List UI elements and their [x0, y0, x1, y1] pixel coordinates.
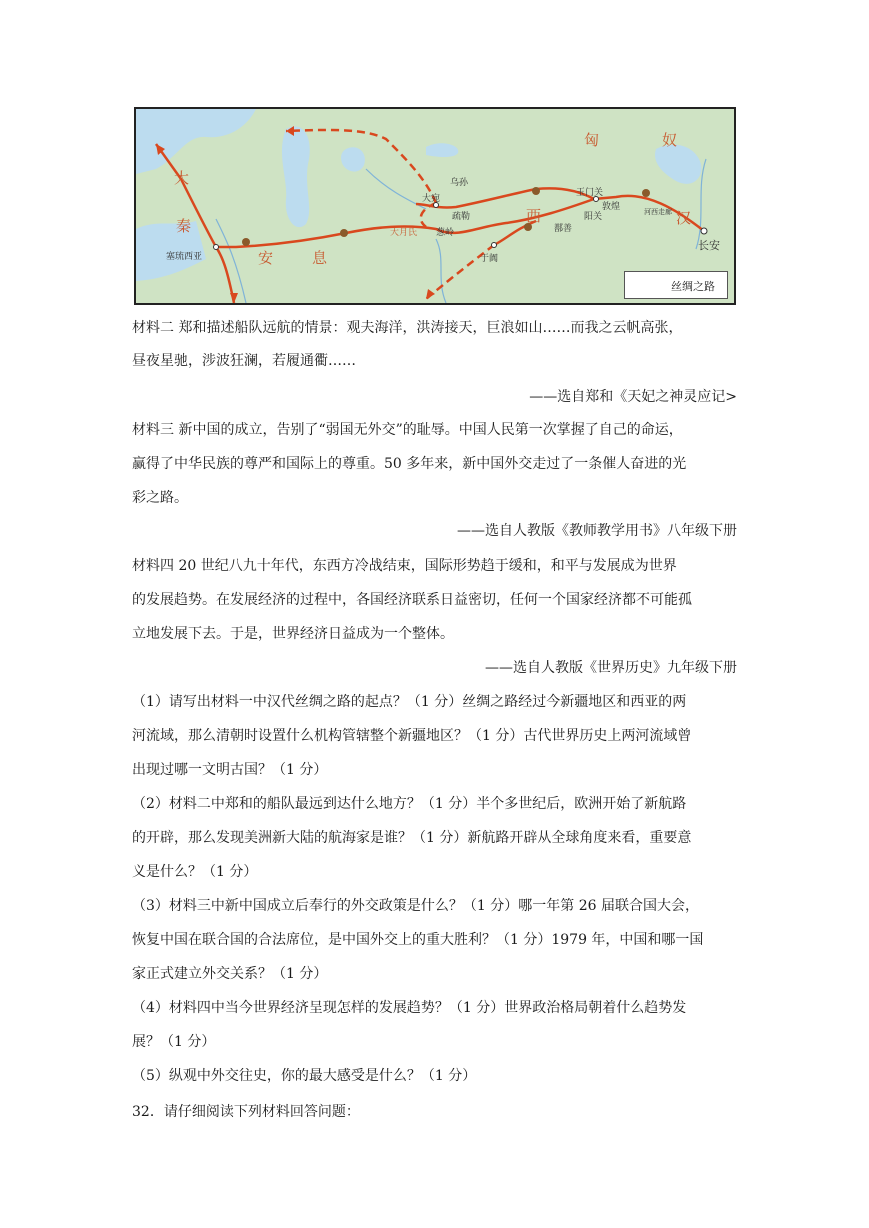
question5-line1: （5）纵观中外交往史，你的最大感受是什么？（1 分）: [132, 1068, 477, 1084]
label-xiongnu-1: 匈: [584, 131, 600, 149]
question3-line2: 恢复中国在联合国的合法席位，是中国外交上的重大胜利？（1 分）1979 年，中国和哪一国: [132, 932, 704, 948]
label-da: 大: [174, 169, 190, 187]
label-an: 安: [258, 249, 274, 267]
question3-line3: 家正式建立外交关系？（1 分）: [132, 966, 328, 982]
label-yumenguan: 玉门关: [576, 188, 604, 198]
label-yangguan: 阳关: [584, 212, 603, 222]
material3-line3: 彩之路。: [132, 490, 188, 506]
label-han: 汉: [676, 209, 692, 227]
map-legend: [624, 271, 728, 299]
label-hexi: 河西走廊: [644, 208, 672, 216]
question2-line1: （2）材料二中郑和的船队最远到达什么地方？（1 分）半个多世纪后，欧洲开始了新航路: [132, 796, 687, 812]
question2-line3: 义是什么？（1 分）: [132, 864, 258, 880]
material3-source: ——选自人教版《教师教学用书》八年级下册: [457, 523, 737, 539]
label-shule: 疏勒: [452, 212, 471, 222]
question3-line1: （3）材料三中新中国成立后奉行的外交政策是什么？（1 分）哪一年第 26 届联合国大会，: [132, 898, 699, 914]
question4-line1: （4）材料四中当今世界经济呈现怎样的发展趋势？（1 分）世界政治格局朝着什么趋势发: [132, 1000, 687, 1016]
legend-label: 丝绸之路: [671, 280, 715, 293]
question1-line3: 出现过哪一文明古国？（1 分）: [132, 762, 328, 778]
question1-line1: （1）请写出材料一中汉代丝绸之路的起点？（1 分）丝绸之路经过今新疆地区和西亚的两: [132, 694, 687, 710]
material2-line2: 昼夜星驰，涉波狂澜，若履通衢……: [132, 353, 356, 369]
material4-source: ——选自人教版《世界历史》九年级下册: [485, 660, 737, 676]
label-qin: 秦: [176, 217, 192, 235]
label-dawan: 大宛: [422, 194, 441, 204]
question1-line2: 河流域，那么清朝时设置什么机构管辖整个新疆地区？（1 分）古代世界历史上两河流域曾: [132, 728, 692, 744]
label-wusun: 乌孙: [450, 178, 469, 188]
material4-line3: 立地发展下去。于是，世界经济日益成为一个整体。: [132, 626, 454, 642]
label-yutian: 于阗: [480, 254, 499, 264]
label-congling: 葱岭: [436, 228, 455, 238]
material3-line2: 赢得了中华民族的尊严和国际上的尊重。50 多年来，新中国外交走过了一条催人奋进的光: [132, 456, 687, 472]
question4-line2: 展？（1 分）: [132, 1034, 216, 1050]
label-dayuezhi: 大月氏: [390, 228, 418, 238]
material3-line1: 材料三 新中国的成立，告别了“弱国无外交”的耻辱。中国人民第一次掌握了自己的命运，: [132, 422, 683, 438]
label-dunhuang: 敦煌: [602, 202, 621, 212]
label-shanshan: 鄯善: [554, 224, 573, 234]
material4-line2: 的发展趋势。在发展经济的过程中，各国经济联系日益密切，任何一个国家经济都不可能孤: [132, 592, 692, 608]
next-question-heading: 32．请仔细阅读下列材料回答问题：: [132, 1104, 360, 1120]
label-xiongnu-2: 奴: [662, 131, 678, 149]
label-sailiuxiya: 塞琉西亚: [166, 252, 203, 262]
question2-line2: 的开辟，那么发现美洲新大陆的航海家是谁？（1 分）新航路开辟从全球角度来看，重要意: [132, 830, 692, 846]
material4-line1: 材料四 20 世纪八九十年代，东西方冷战结束，国际形势趋于缓和，和平与发展成为世界: [132, 558, 677, 574]
label-xi: 西: [526, 207, 542, 225]
label-xi2: 息: [312, 249, 328, 267]
material2-line1: 材料二 郑和描述船队远航的情景：观夫海洋，洪涛接天，巨浪如山……而我之云帆高张，: [132, 320, 683, 336]
silk-road-map: [134, 107, 736, 305]
label-changan: 长安: [698, 239, 720, 252]
material2-source: ——选自郑和《天妃之神灵应记>: [529, 389, 737, 405]
